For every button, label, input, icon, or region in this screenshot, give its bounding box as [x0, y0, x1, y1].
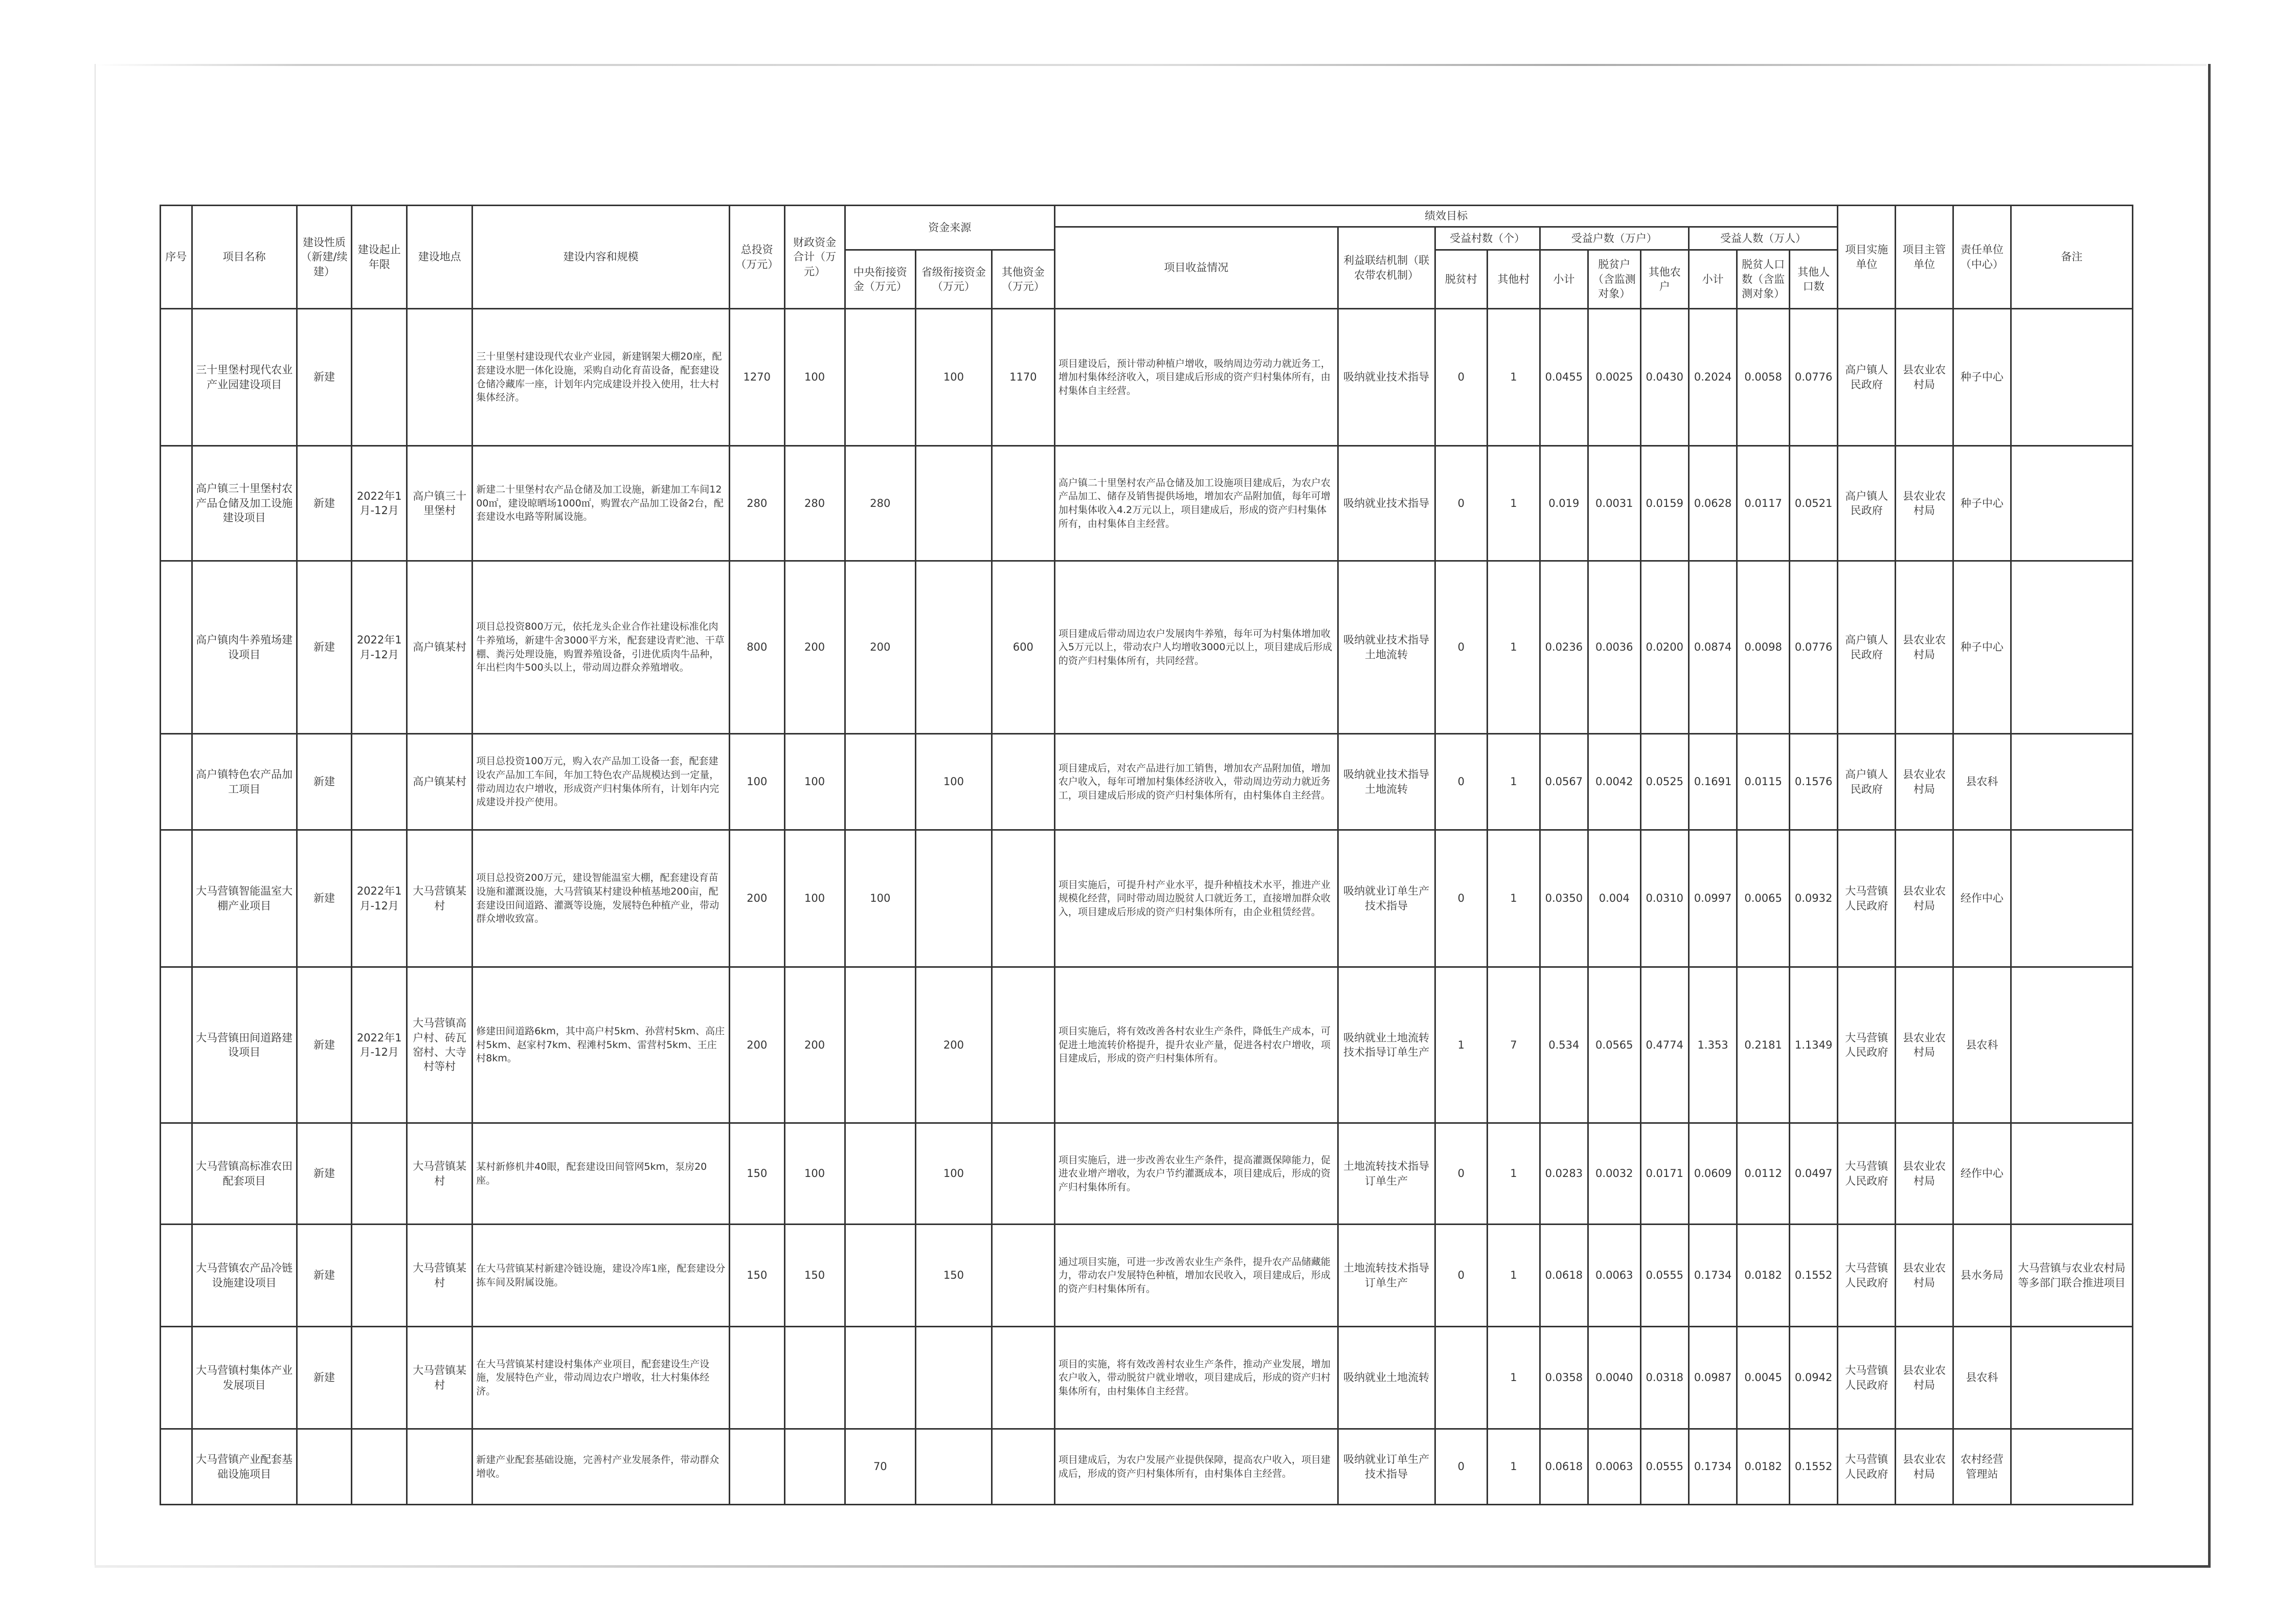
- cell-pv: 0: [1435, 561, 1488, 734]
- table-head: [161, 206, 2133, 309]
- cell-hh-sub: 0.0350: [1540, 830, 1588, 967]
- cell-resp: 农村经营管理站: [1953, 1429, 2011, 1505]
- cell-content: 修建田间道路6km，其中高户村5km、孙营村5km、高庄村5km、赵家村7km、程滩村5km、雷营村5km、王庄村8km。: [472, 967, 730, 1123]
- cell-location: 高户镇某村: [407, 734, 472, 830]
- header-other-fund: 其他资金（万元）: [992, 250, 1054, 309]
- cell-hh-poor: 0.0032: [1588, 1123, 1641, 1225]
- cell-type: 新建: [297, 1327, 352, 1429]
- cell-resp: 经作中心: [1953, 830, 2011, 967]
- cell-pop-sub: 0.0874: [1689, 561, 1737, 734]
- cell-impl: 大马营镇人民政府: [1838, 1429, 1896, 1505]
- header-other-village: 其他村: [1488, 250, 1540, 309]
- cell-period: 2022年1月-12月: [352, 446, 407, 561]
- cell-ov: 1: [1488, 561, 1540, 734]
- scan-edge-right: [2208, 64, 2211, 1568]
- cell-resp: 种子中心: [1953, 446, 2011, 561]
- cell-pop-sub: 0.1734: [1689, 1429, 1737, 1505]
- cell-ov: 1: [1488, 1123, 1540, 1225]
- cell-fiscal: 150: [784, 1225, 845, 1327]
- header-performance-target: 绩效目标: [1054, 206, 1837, 227]
- cell-linkage: 吸纳就业技术指导土地流转: [1338, 734, 1435, 830]
- cell-linkage: 吸纳就业订单生产技术指导: [1338, 830, 1435, 967]
- cell-period: [352, 1123, 407, 1225]
- cell-hh-other: 0.0555: [1640, 1225, 1689, 1327]
- table-row: [161, 309, 2133, 446]
- cell-remark: [2011, 967, 2132, 1123]
- header-other-population: 其他人口数: [1789, 250, 1837, 309]
- cell-seq: [161, 561, 192, 734]
- cell-other: [992, 1225, 1054, 1327]
- cell-resp: 种子中心: [1953, 561, 2011, 734]
- cell-type: 新建: [297, 1225, 352, 1327]
- cell-other: [992, 1123, 1054, 1225]
- cell-hh-poor: 0.0036: [1588, 561, 1641, 734]
- cell-total: 150: [729, 1123, 784, 1225]
- cell-remark: [2011, 1429, 2132, 1505]
- cell-total: 800: [729, 561, 784, 734]
- cell-pop-poor: 0.0115: [1737, 734, 1790, 830]
- cell-hh-other: 0.4774: [1640, 967, 1689, 1123]
- cell-name: 大马营镇田间道路建设项目: [192, 967, 297, 1123]
- cell-fiscal: 200: [784, 967, 845, 1123]
- table-row: [161, 830, 2133, 967]
- header-competent-unit: 项目主管单位: [1896, 206, 1953, 309]
- cell-pop-other: 0.0776: [1789, 309, 1837, 446]
- cell-type: 新建: [297, 734, 352, 830]
- cell-central: [845, 734, 915, 830]
- cell-pop-poor: 0.2181: [1737, 967, 1790, 1123]
- cell-location: [407, 309, 472, 446]
- cell-pop-sub: 0.0997: [1689, 830, 1737, 967]
- header-benefit-description: 项目收益情况: [1054, 227, 1338, 309]
- cell-provincial: [916, 561, 992, 734]
- header-remarks: 备注: [2011, 206, 2132, 309]
- table-row: [161, 1123, 2133, 1225]
- cell-hh-poor: 0.0040: [1588, 1327, 1641, 1429]
- cell-total: 200: [729, 830, 784, 967]
- cell-remark: [2011, 830, 2132, 967]
- cell-content: 某村新修机井40眼，配套建设田间管网5km，泵房20座。: [472, 1123, 730, 1225]
- cell-pv: 0: [1435, 1429, 1488, 1505]
- cell-hh-poor: 0.0031: [1588, 446, 1641, 561]
- cell-linkage: 吸纳就业技术指导: [1338, 446, 1435, 561]
- cell-name: 高户镇特色农产品加工项目: [192, 734, 297, 830]
- header-funding-source: 资金来源: [845, 206, 1054, 250]
- cell-benefit: 项目实施后，将有效改善各村农业生产条件，降低生产成本，可促进土地流转价格提升，提升农业产量，促进各村农户增收，项目建成后，形成的资产归村集体所有。: [1054, 967, 1338, 1123]
- header-responsible-unit: 责任单位（中心）: [1953, 206, 2011, 309]
- cell-benefit: 项目建设后，预计带动种植户增收，吸纳周边劳动力就近务工，增加村集体经济收入，项目建成后形成的资产归村集体所有，由村集体自主经营。: [1054, 309, 1338, 446]
- cell-benefit: 项目建成后，为农户发展产业提供保障，提高农户收入，项目建成后，形成的资产归村集体所有，由村集体自主经营。: [1054, 1429, 1338, 1505]
- cell-seq: [161, 1225, 192, 1327]
- cell-name: 大马营镇农产品冷链设施建设项目: [192, 1225, 297, 1327]
- cell-provincial: 150: [916, 1225, 992, 1327]
- scan-edge-left: [95, 64, 96, 1568]
- header-content-scale: 建设内容和规模: [472, 206, 730, 309]
- cell-hh-other: 0.0430: [1640, 309, 1689, 446]
- cell-impl: 高户镇人民政府: [1838, 446, 1896, 561]
- cell-benefit: 项目建成后，对农产品进行加工销售，增加农产品附加值，增加农户收入，每年可增加村集体经济收入，带动周边劳动力就近务工，项目建成后形成的资产归村集体所有，由村集体自主经营。: [1054, 734, 1338, 830]
- cell-fiscal: 100: [784, 734, 845, 830]
- header-poverty-population: 脱贫人口数（含监测对象）: [1737, 250, 1790, 309]
- cell-resp: 县农科: [1953, 967, 2011, 1123]
- cell-linkage: 吸纳就业订单生产技术指导: [1338, 1429, 1435, 1505]
- cell-pop-other: 0.0521: [1789, 446, 1837, 561]
- header-central-fund: 中央衔接资金（万元）: [845, 250, 915, 309]
- scan-edge-bottom: [95, 1565, 2211, 1568]
- cell-central: 100: [845, 830, 915, 967]
- header-project-name: 项目名称: [192, 206, 297, 309]
- cell-name: 高户镇三十里堡村农产品仓储及加工设施建设项目: [192, 446, 297, 561]
- cell-hh-poor: 0.0565: [1588, 967, 1641, 1123]
- cell-hh-other: 0.0318: [1640, 1327, 1689, 1429]
- cell-period: 2022年1月-12月: [352, 561, 407, 734]
- table-row: [161, 1429, 2133, 1505]
- cell-ov: 1: [1488, 1429, 1540, 1505]
- table-body: [161, 309, 2133, 1505]
- header-construction-period: 建设起止年限: [352, 206, 407, 309]
- cell-pop-other: 0.0776: [1789, 561, 1837, 734]
- cell-hh-poor: 0.0025: [1588, 309, 1641, 446]
- cell-hh-sub: 0.0618: [1540, 1225, 1588, 1327]
- cell-hh-poor: 0.0042: [1588, 734, 1641, 830]
- header-provincial-fund: 省级衔接资金（万元）: [916, 250, 992, 309]
- cell-type: 新建: [297, 830, 352, 967]
- cell-resp: 经作中心: [1953, 1123, 2011, 1225]
- cell-location: 大马营镇高户村、砖瓦窑村、大寺村等村: [407, 967, 472, 1123]
- cell-hh-poor: 0.0063: [1588, 1225, 1641, 1327]
- cell-impl: 大马营镇人民政府: [1838, 830, 1896, 967]
- cell-type: [297, 1429, 352, 1505]
- header-construction-type: 建设性质（新建/续建）: [297, 206, 352, 309]
- cell-ov: 1: [1488, 446, 1540, 561]
- cell-period: [352, 1429, 407, 1505]
- cell-other: [992, 967, 1054, 1123]
- cell-seq: [161, 1327, 192, 1429]
- cell-fiscal: 200: [784, 561, 845, 734]
- cell-provincial: [916, 446, 992, 561]
- cell-hh-other: 0.0200: [1640, 561, 1689, 734]
- cell-comp: 县农业农村局: [1896, 561, 1953, 734]
- cell-pv: [1435, 1327, 1488, 1429]
- header-poverty-village: 脱贫村: [1435, 250, 1488, 309]
- cell-period: 2022年1月-12月: [352, 967, 407, 1123]
- cell-resp: 种子中心: [1953, 309, 2011, 446]
- cell-benefit: 项目建成后带动周边农户发展肉牛养殖，每年可为村集体增加收入5万元以上，带动农户人均增收3000元以上，项目建成后形成的资产归村集体所有，共同经营。: [1054, 561, 1338, 734]
- cell-impl: 高户镇人民政府: [1838, 734, 1896, 830]
- cell-location: 大马营镇某村: [407, 1123, 472, 1225]
- cell-provincial: [916, 1327, 992, 1429]
- cell-ov: 1: [1488, 309, 1540, 446]
- cell-content: 项目总投资200万元，建设智能温室大棚，配套建设育苗设施和灌溉设施，大马营镇某村建设种植基地200亩，配套建设田间道路、灌溉等设施，发展特色种植产业，带动群众增收致富。: [472, 830, 730, 967]
- cell-hh-sub: 0.0455: [1540, 309, 1588, 446]
- cell-name: 大马营镇智能温室大棚产业项目: [192, 830, 297, 967]
- cell-linkage: 吸纳就业土地流转技术指导订单生产: [1338, 967, 1435, 1123]
- cell-ov: 1: [1488, 1327, 1540, 1429]
- cell-remark: [2011, 734, 2132, 830]
- header-location: 建设地点: [407, 206, 472, 309]
- cell-hh-sub: 0.0358: [1540, 1327, 1588, 1429]
- cell-provincial: [916, 830, 992, 967]
- cell-ov: 1: [1488, 734, 1540, 830]
- cell-pop-poor: 0.0117: [1737, 446, 1790, 561]
- cell-name: 大马营镇产业配套基础设施项目: [192, 1429, 297, 1505]
- cell-seq: [161, 309, 192, 446]
- cell-central: 200: [845, 561, 915, 734]
- cell-pop-other: 0.1576: [1789, 734, 1837, 830]
- cell-name: 三十里堡村现代农业产业园建设项目: [192, 309, 297, 446]
- cell-remark: [2011, 446, 2132, 561]
- cell-central: [845, 1225, 915, 1327]
- cell-fiscal: 280: [784, 446, 845, 561]
- cell-location: 大马营镇某村: [407, 1327, 472, 1429]
- cell-ov: 7: [1488, 967, 1540, 1123]
- cell-name: 大马营镇村集体产业发展项目: [192, 1327, 297, 1429]
- cell-location: 大马营镇某村: [407, 830, 472, 967]
- cell-impl: 高户镇人民政府: [1838, 561, 1896, 734]
- table-row: [161, 734, 2133, 830]
- cell-pop-sub: 1.353: [1689, 967, 1737, 1123]
- cell-remark: 大马营镇与农业农村局等多部门联合推进项目: [2011, 1225, 2132, 1327]
- table-row: [161, 1327, 2133, 1429]
- cell-seq: [161, 446, 192, 561]
- cell-pop-poor: 0.0182: [1737, 1429, 1790, 1505]
- cell-provincial: 100: [916, 309, 992, 446]
- cell-other: 600: [992, 561, 1054, 734]
- cell-remark: [2011, 1327, 2132, 1429]
- header-beneficiary-population: 受益人数（万人）: [1689, 227, 1837, 250]
- cell-pv: 1: [1435, 967, 1488, 1123]
- cell-pop-sub: 0.1691: [1689, 734, 1737, 830]
- cell-seq: [161, 830, 192, 967]
- cell-provincial: 200: [916, 967, 992, 1123]
- cell-central: 70: [845, 1429, 915, 1505]
- cell-pv: 0: [1435, 309, 1488, 446]
- cell-other: 1170: [992, 309, 1054, 446]
- cell-comp: 县农业农村局: [1896, 830, 1953, 967]
- cell-linkage: 土地流转技术指导订单生产: [1338, 1225, 1435, 1327]
- header-subtotal-households: 小计: [1540, 250, 1588, 309]
- header-row-1: [161, 206, 2133, 227]
- cell-pop-other: 1.1349: [1789, 967, 1837, 1123]
- cell-hh-other: 0.0525: [1640, 734, 1689, 830]
- project-table: [160, 205, 2133, 1505]
- cell-hh-other: 0.0555: [1640, 1429, 1689, 1505]
- cell-comp: 县农业农村局: [1896, 1225, 1953, 1327]
- cell-total: 1270: [729, 309, 784, 446]
- cell-content: 新建二十里堡村农产品仓储及加工设施，新建加工车间1200㎡，建设晾晒场1000㎡，购置农产品加工设备2台，配套建设水电路等附属设施。: [472, 446, 730, 561]
- cell-period: [352, 309, 407, 446]
- cell-ov: 1: [1488, 830, 1540, 967]
- cell-remark: [2011, 1123, 2132, 1225]
- cell-pv: 0: [1435, 1225, 1488, 1327]
- cell-fiscal: 100: [784, 1123, 845, 1225]
- cell-period: [352, 1225, 407, 1327]
- cell-pop-other: 0.0497: [1789, 1123, 1837, 1225]
- header-subtotal-population: 小计: [1689, 250, 1737, 309]
- cell-hh-poor: 0.0063: [1588, 1429, 1641, 1505]
- cell-total: [729, 1327, 784, 1429]
- cell-seq: [161, 967, 192, 1123]
- cell-period: [352, 734, 407, 830]
- cell-resp: 县农科: [1953, 1327, 2011, 1429]
- cell-hh-other: 0.0310: [1640, 830, 1689, 967]
- cell-fiscal: 100: [784, 830, 845, 967]
- cell-linkage: 土地流转技术指导订单生产: [1338, 1123, 1435, 1225]
- cell-hh-sub: 0.534: [1540, 967, 1588, 1123]
- cell-impl: 高户镇人民政府: [1838, 309, 1896, 446]
- cell-hh-sub: 0.019: [1540, 446, 1588, 561]
- cell-other: [992, 446, 1054, 561]
- cell-comp: 县农业农村局: [1896, 1429, 1953, 1505]
- cell-benefit: 通过项目实施，可进一步改善农业生产条件，提升农产品储藏能力，带动农户发展特色种植，增加农民收入，项目建成后，形成的资产归村集体所有。: [1054, 1225, 1338, 1327]
- scan-edge-top: [95, 64, 2207, 66]
- table-row: [161, 967, 2133, 1123]
- cell-fiscal: [784, 1327, 845, 1429]
- cell-pop-poor: 0.0058: [1737, 309, 1790, 446]
- cell-other: [992, 830, 1054, 967]
- cell-pv: 0: [1435, 734, 1488, 830]
- cell-remark: [2011, 561, 2132, 734]
- cell-pop-other: 0.0942: [1789, 1327, 1837, 1429]
- cell-pop-other: 0.1552: [1789, 1429, 1837, 1505]
- cell-type: 新建: [297, 309, 352, 446]
- cell-pop-poor: 0.0045: [1737, 1327, 1790, 1429]
- cell-hh-other: 0.0159: [1640, 446, 1689, 561]
- cell-central: 280: [845, 446, 915, 561]
- cell-type: 新建: [297, 1123, 352, 1225]
- cell-content: 项目总投资800万元，依托龙头企业合作社建设标准化肉牛养殖场，新建牛舍3000平方米，配套建设青贮池、干草棚、粪污处理设施，购置养殖设备，引进优质肉牛品种，年出栏肉牛500头以上，带动周边群众养殖增收。: [472, 561, 730, 734]
- cell-hh-sub: 0.0236: [1540, 561, 1588, 734]
- cell-pop-sub: 0.0628: [1689, 446, 1737, 561]
- cell-pop-poor: 0.0065: [1737, 830, 1790, 967]
- cell-impl: 大马营镇人民政府: [1838, 1225, 1896, 1327]
- cell-linkage: 吸纳就业技术指导: [1338, 309, 1435, 446]
- table-row: [161, 561, 2133, 734]
- header-implementing-unit: 项目实施单位: [1838, 206, 1896, 309]
- cell-seq: [161, 734, 192, 830]
- cell-pop-poor: 0.0112: [1737, 1123, 1790, 1225]
- cell-period: [352, 1327, 407, 1429]
- cell-comp: 县农业农村局: [1896, 734, 1953, 830]
- header-linkage-mechanism: 利益联结机制（联农带农机制）: [1338, 227, 1435, 309]
- header-poverty-households: 脱贫户（含监测对象）: [1588, 250, 1641, 309]
- cell-central: [845, 309, 915, 446]
- cell-content: 新建产业配套基础设施，完善村产业发展条件，带动群众增收。: [472, 1429, 730, 1505]
- cell-hh-sub: 0.0567: [1540, 734, 1588, 830]
- cell-comp: 县农业农村局: [1896, 1327, 1953, 1429]
- cell-impl: 大马营镇人民政府: [1838, 1123, 1896, 1225]
- header-other-households: 其他农户: [1640, 250, 1689, 309]
- cell-name: 高户镇肉牛养殖场建设项目: [192, 561, 297, 734]
- cell-linkage: 吸纳就业土地流转: [1338, 1327, 1435, 1429]
- cell-hh-sub: 0.0283: [1540, 1123, 1588, 1225]
- cell-linkage: 吸纳就业技术指导土地流转: [1338, 561, 1435, 734]
- header-fiscal-total: 财政资金合计（万元）: [784, 206, 845, 309]
- cell-fiscal: 100: [784, 309, 845, 446]
- header-total-investment: 总投资（万元）: [729, 206, 784, 309]
- cell-provincial: [916, 1429, 992, 1505]
- cell-other: [992, 1327, 1054, 1429]
- cell-pop-poor: 0.0098: [1737, 561, 1790, 734]
- cell-pop-sub: 0.0609: [1689, 1123, 1737, 1225]
- cell-pv: 0: [1435, 830, 1488, 967]
- cell-other: [992, 1429, 1054, 1505]
- cell-period: 2022年1月-12月: [352, 830, 407, 967]
- cell-total: 150: [729, 1225, 784, 1327]
- cell-benefit: 项目实施后，进一步改善农业生产条件，提高灌溉保障能力，促进农业增产增收，为农户节约灌溉成本，项目建成后，形成的资产归村集体所有。: [1054, 1123, 1338, 1225]
- cell-comp: 县农业农村局: [1896, 446, 1953, 561]
- cell-pop-sub: 0.0987: [1689, 1327, 1737, 1429]
- cell-seq: [161, 1123, 192, 1225]
- table-row: [161, 446, 2133, 561]
- cell-benefit: 项目实施后，可提升村产业水平，提升种植技术水平，推进产业规模化经营，同时带动周边脱贫人口就近务工，直接增加群众收入，项目建成后形成的资产归村集体所有，由企业租赁经营。: [1054, 830, 1338, 967]
- cell-pop-poor: 0.0182: [1737, 1225, 1790, 1327]
- cell-content: 三十里堡村建设现代农业产业园，新建钢架大棚20座，配套建设水肥一体化设施，采购自动化育苗设备，配套建设仓储冷藏库一座，计划年内完成建设并投入使用，壮大村集体经济。: [472, 309, 730, 446]
- cell-type: 新建: [297, 967, 352, 1123]
- cell-central: [845, 1123, 915, 1225]
- cell-location: 高户镇某村: [407, 561, 472, 734]
- cell-pv: 0: [1435, 446, 1488, 561]
- cell-total: 200: [729, 967, 784, 1123]
- cell-fiscal: [784, 1429, 845, 1505]
- cell-name: 大马营镇高标准农田配套项目: [192, 1123, 297, 1225]
- cell-benefit: 高户镇二十里堡村农产品仓储及加工设施项目建成后，为农户农产品加工、储存及销售提供场地，增加农产品附加值，每年可增加村集体收入4.2万元以上，项目建成后，形成的资产归村集体所有，由村集体自主经营。: [1054, 446, 1338, 561]
- cell-total: 100: [729, 734, 784, 830]
- cell-hh-sub: 0.0618: [1540, 1429, 1588, 1505]
- cell-content: 在大马营镇某村新建冷链设施，建设冷库1座，配套建设分拣车间及附属设施。: [472, 1225, 730, 1327]
- cell-type: 新建: [297, 561, 352, 734]
- cell-type: 新建: [297, 446, 352, 561]
- cell-comp: 县农业农村局: [1896, 1123, 1953, 1225]
- cell-comp: 县农业农村局: [1896, 967, 1953, 1123]
- cell-total: [729, 1429, 784, 1505]
- cell-resp: 县农科: [1953, 734, 2011, 830]
- cell-location: [407, 1429, 472, 1505]
- cell-central: [845, 1327, 915, 1429]
- cell-total: 280: [729, 446, 784, 561]
- cell-comp: 县农业农村局: [1896, 309, 1953, 446]
- cell-location: 高户镇三十里堡村: [407, 446, 472, 561]
- cell-hh-other: 0.0171: [1640, 1123, 1689, 1225]
- cell-pop-other: 0.0932: [1789, 830, 1837, 967]
- cell-seq: [161, 1429, 192, 1505]
- cell-central: [845, 967, 915, 1123]
- cell-benefit: 项目的实施，将有效改善村农业生产条件，推动产业发展，增加农户收入，带动脱贫户就业增收，项目建成后，形成的资产归村集体所有，由村集体自主经营。: [1054, 1327, 1338, 1429]
- cell-impl: 大马营镇人民政府: [1838, 1327, 1896, 1429]
- header-seq: 序号: [161, 206, 192, 309]
- cell-impl: 大马营镇人民政府: [1838, 967, 1896, 1123]
- cell-pv: 0: [1435, 1123, 1488, 1225]
- cell-pop-sub: 0.1734: [1689, 1225, 1737, 1327]
- cell-content: 项目总投资100万元，购入农产品加工设备一套，配套建设农产品加工车间，年加工特色农产品规模达到一定量，带动周边农户增收，形成资产归村集体所有，计划年内完成建设并投产使用。: [472, 734, 730, 830]
- cell-location: 大马营镇某村: [407, 1225, 472, 1327]
- header-beneficiary-villages: 受益村数（个）: [1435, 227, 1540, 250]
- cell-other: [992, 734, 1054, 830]
- table-row: [161, 1225, 2133, 1327]
- header-beneficiary-households: 受益户数（万户）: [1540, 227, 1689, 250]
- cell-hh-poor: 0.004: [1588, 830, 1641, 967]
- cell-provincial: 100: [916, 1123, 992, 1225]
- cell-remark: [2011, 309, 2132, 446]
- cell-pop-other: 0.1552: [1789, 1225, 1837, 1327]
- cell-content: 在大马营镇某村建设村集体产业项目，配套建设生产设施，发展特色产业，带动周边农户增收，壮大村集体经济。: [472, 1327, 730, 1429]
- cell-ov: 1: [1488, 1225, 1540, 1327]
- cell-provincial: 100: [916, 734, 992, 830]
- cell-resp: 县水务局: [1953, 1225, 2011, 1327]
- cell-pop-sub: 0.2024: [1689, 309, 1737, 446]
